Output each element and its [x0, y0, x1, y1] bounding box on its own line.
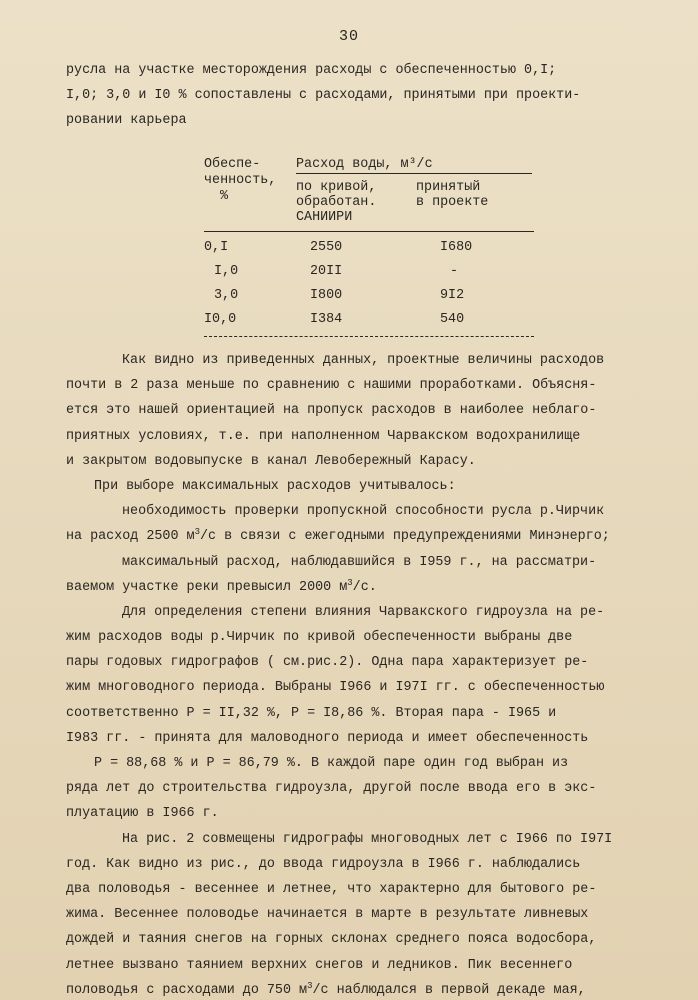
text-line: I983 гг. - принята для маловодного периода и имеет обеспеченность [66, 730, 589, 746]
table-row [204, 236, 534, 260]
table-cell: 20II [310, 264, 343, 279]
text-line: летнее вызвано таянием верхних снегов и ледников. Пик весеннего [66, 957, 573, 973]
text-line: Как видно из приведенных данных, проектные величины расходов [122, 353, 605, 368]
text-line: P = 88,68 % и P = 86,79 %. В каждой паре один год выбран из [94, 756, 569, 771]
text-fragment: половодья с расходами до 750 м [66, 982, 308, 998]
discharge-table [204, 152, 534, 352]
superscript: 3 [307, 980, 313, 991]
text-line [66, 978, 678, 1000]
table-bottom-rule [204, 336, 534, 337]
text-fragment: на расход 2500 м [66, 529, 195, 545]
table-row [204, 260, 534, 284]
table-row [204, 284, 534, 308]
text-line: жим многоводного периода. Выбраны I966 и I97I гг. с обеспеченностью [66, 680, 605, 696]
table-cell: I,0 [214, 264, 239, 279]
text-line: ется это нашей ориентацией на пропуск расходов в наиболее неблаго- [66, 403, 597, 419]
text-line: необходимость проверки пропускной способности русла р.Чирчик [122, 504, 605, 520]
table-cell: I384 [310, 312, 343, 327]
table-cell: 540 [440, 312, 465, 327]
text-line: ряда лет до строительства гидроузла, другой после ввода его в экс- [66, 781, 597, 797]
superscript: 3 [347, 577, 353, 588]
table-cell: I0,0 [204, 312, 237, 327]
intro-paragraph [66, 58, 678, 134]
col1-header-line: Обеспе- [204, 157, 261, 172]
text-line: русла на участке месторождения расходы с обеспеченностью 0,I; [66, 63, 557, 78]
text-line: максимальный расход, наблюдавшийся в I959 г., на рассматри- [122, 554, 597, 570]
text-line: ровании карьера [66, 113, 187, 129]
col2-header-line: по кривой, [296, 180, 377, 195]
col3-header-line: принятый [416, 180, 481, 195]
col2-header-line: САНИИРИ [296, 210, 353, 225]
text-fragment: /с наблюдался в первой декаде мая, [312, 982, 586, 998]
text-line: На рис. 2 совмещены гидрографы многоводных лет с I966 по I97I [122, 831, 613, 847]
group-header: Расход воды, м³/с [296, 157, 433, 172]
col3-header-line: в проекте [416, 195, 489, 210]
col2-header-line: обработан. [296, 195, 377, 210]
table-cell: 9I2 [440, 288, 465, 303]
text-fragment: /с в связи с ежегодными предупреждениями Минэнерго; [199, 529, 610, 545]
text-line: почти в 2 раза меньше по сравнению с нашими проработками. Объясня- [66, 378, 597, 394]
text-line: два половодья - весеннее и летнее, что характерно для бытового ре- [66, 881, 597, 897]
text-line: При выборе максимальных расходов учитывалось: [94, 478, 456, 494]
text-line: год. Как видно из рис., до ввода гидроузла в I966 г. наблюдались [66, 856, 581, 872]
text-line: и закрытом водовыпуске в канал Левобережный Карасу. [66, 453, 476, 469]
superscript: 3 [194, 527, 200, 538]
text-line [66, 524, 678, 549]
col1-header-line: % [220, 189, 229, 204]
body-text [66, 348, 678, 1000]
text-line: Для определения степени влияния Чарвакского гидроузла на ре- [122, 604, 605, 620]
text-fragment: ваемом участке реки превысил 2000 м [66, 579, 348, 595]
text-line: дождей и таяния снегов на горных склонах среднего пояса водосбора, [66, 932, 597, 948]
table-cell: I800 [310, 288, 343, 303]
text-line: приятных условиях, т.е. при наполненном Чарвакском водохранилище [66, 428, 581, 444]
table-cell: - [450, 264, 459, 279]
text-fragment: /с. [352, 579, 377, 595]
header-bottom-rule [204, 231, 534, 232]
table-row [204, 308, 534, 332]
table-cell: 2550 [310, 240, 343, 255]
text-line: плуатацию в I966 г. [66, 806, 219, 822]
text-line: жим расходов воды р.Чирчик по кривой обеспеченности выбраны две [66, 630, 573, 646]
group-header-rule [296, 173, 532, 174]
text-line: жима. Весеннее половодье начинается в марте в результате ливневых [66, 907, 589, 923]
table-cell: 0,I [204, 240, 229, 255]
text-line: соответственно P = II,32 %, P = I8,86 %. Вторая пара - I965 и [66, 705, 557, 721]
table-cell: 3,0 [214, 288, 239, 303]
text-line: пары годовых гидрографов ( см.рис.2). Одна пара характеризует ре- [66, 655, 589, 671]
text-line [66, 575, 678, 600]
text-line: I,0; 3,0 и I0 % сопоставлены с расходами, принятыми при проекти- [66, 88, 581, 104]
table-cell: I680 [440, 240, 473, 255]
col1-header-line: ченность, [204, 173, 277, 188]
page-number: 30 [338, 28, 359, 45]
